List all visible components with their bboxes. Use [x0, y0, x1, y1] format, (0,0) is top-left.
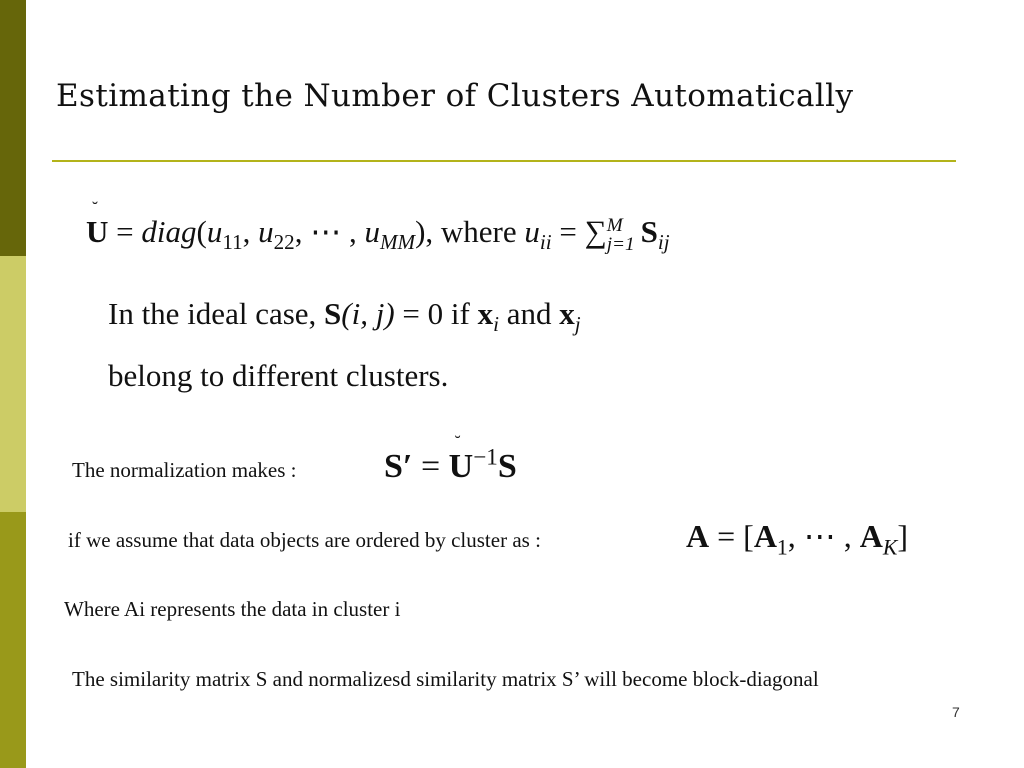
sidebar-segment-top: [0, 0, 26, 256]
sidebar-segment-middle: [0, 256, 26, 512]
belong-statement: belong to different clusters.: [108, 358, 449, 393]
block-matrix-equation: $A = [A_1$, ⋯ , $A_K$]: [686, 518, 909, 560]
u-definition-equation: ˘ $U = diag(u_{11}$, $u_{22}$, ⋯ , $u_{MM}$), where $u_{ii}$ = ∑ M j=1 $S_{ij}$: [86, 214, 670, 254]
sum-limits: M j=1: [606, 214, 635, 255]
u-matrix-symbol: ˘ U: [86, 214, 108, 250]
diag-function: diag: [141, 214, 197, 249]
slide-title: Estimating the Number of Clusters Automatically: [56, 78, 854, 114]
normalized-s-equation: S′ = ˘ $U^{-1}S$: [384, 448, 517, 486]
page-number: 7: [952, 704, 960, 720]
normalization-text: The normalization makes :: [72, 458, 297, 482]
ideal-case-statement: In the ideal case, S(i, j) = 0 if $x_i$ and $x_j$: [108, 296, 581, 337]
sidebar-decoration: [0, 0, 26, 768]
title-divider: [52, 160, 956, 162]
block-diagonal-text: The similarity matrix S and normalizesd similarity matrix S’ will become block-diagonal: [72, 667, 819, 691]
sum-symbol: ∑: [584, 214, 607, 249]
assume-ordering-text: if we assume that data objects are ordered by cluster as :: [68, 528, 541, 552]
sidebar-segment-bottom: [0, 512, 26, 768]
where-ai-text: Where Ai represents the data in cluster i: [64, 597, 401, 621]
where-text: , where: [425, 214, 525, 249]
